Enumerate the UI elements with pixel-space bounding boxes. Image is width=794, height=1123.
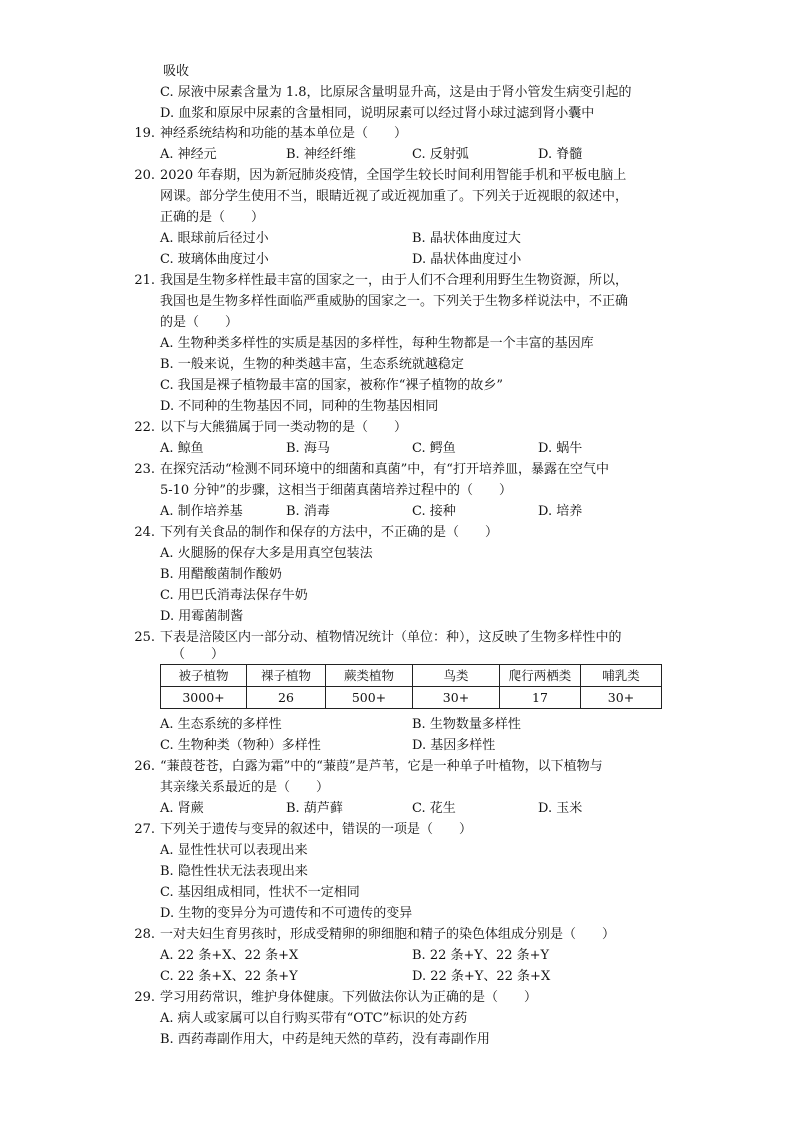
question-stem: 在探究活动“检测不同环境中的细菌和真菌”中，有“打开培养皿，暴露在空气中 [160,462,609,477]
option-c: C. 花生 [412,801,456,816]
question-number: 19. [134,126,155,141]
option-d: D. 用霉菌制酱 [160,609,244,624]
option-b: B. 葫芦藓 [286,801,343,816]
question-stem: 下列有关食品的制作和保存的方法中，不正确的是（ ） [160,525,499,540]
option-c: C. 用巴氏消毒法保存牛奶 [160,588,308,603]
question-number: 21. [134,273,155,288]
table-header-cell: 裸子植物 [247,665,326,687]
question-stem: 下表是涪陵区内一部分动、植物情况统计（单位：种），这反映了生物多样性中的 [160,630,622,645]
question-stem: 的是（ ） [160,315,239,330]
option-a: A. 生态系统的多样性 [160,717,282,732]
question-number: 27. [134,822,155,837]
option-b: B. 消毒 [286,504,330,519]
option-b: B. 晶状体曲度过大 [412,231,521,246]
question-stem: 网课。部分学生使用不当，眼睛近视了或近视加重了。下列关于近视眼的叙述中， [160,189,629,204]
question-stem: 我国是生物多样性最丰富的国家之一，由于人们不合理利用野生生物资源，所以， [160,273,629,288]
option-c: C. 生物种类（物种）多样性 [160,738,321,753]
option-c: C. 鳄鱼 [412,441,456,456]
option-c: C. 反射弧 [412,147,469,162]
question-stem: 其亲缘关系最近的是（ ） [160,780,330,795]
option-a: A. 鲸鱼 [160,441,204,456]
option-b: B. 隐性性状无法表现出来 [160,864,308,879]
option-c: C. 接种 [412,504,456,519]
question-stem: 以下与大熊猫属于同一类动物的是（ ） [160,420,408,435]
option-d: D. 晶状体曲度过小 [412,252,522,267]
question-stem: 神经系统结构和功能的基本单位是（ ） [160,126,408,141]
option-b: B. 22 条+Y、22 条+Y [412,948,550,963]
prev-option-c: C. 尿液中尿素含量为 1.8，比原尿含量明显升高，这是由于肾小管发生病变引起的 [160,85,632,100]
option-d: D. 脊髓 [538,147,583,162]
option-a: A. 病人或家属可以自行购买带有“OTC”标识的处方药 [160,1011,468,1026]
option-d: D. 不同种的生物基因不同，同种的生物基因相同 [160,399,439,414]
table-header-cell: 被子植物 [161,665,247,687]
table-header-cell: 哺乳类 [581,665,662,687]
option-d: D. 蜗牛 [538,441,583,456]
prev-option-d: D. 血浆和原尿中尿素的含量相同，说明尿素可以经过肾小球过滤到肾小囊中 [160,106,595,121]
option-b: B. 西药毒副作用大，中药是纯天然的草药，没有毒副作用 [160,1032,490,1047]
option-a: A. 神经元 [160,147,217,162]
table-cell: 17 [500,687,581,709]
option-a: A. 22 条+X、22 条+X [160,948,299,963]
option-b: B. 神经纤维 [286,147,356,162]
option-d: D. 22 条+Y、22 条+X [412,969,551,984]
option-c: C. 22 条+X、22 条+Y [160,969,298,984]
species-table [160,664,662,709]
option-d: D. 基因多样性 [412,738,496,753]
table-header-cell: 蕨类植物 [326,665,413,687]
question-stem: 正确的是（ ） [160,210,265,225]
option-a: A. 眼球前后径过小 [160,231,269,246]
question-stem: 下列关于遗传与变异的叙述中，错误的一项是（ ） [160,822,473,837]
option-d: D. 玉米 [538,801,583,816]
question-stem: 一对夫妇生育男孩时，形成受精卵的卵细胞和精子的染色体组成分别是（ ） [160,927,616,942]
table-header-cell: 鸟类 [413,665,500,687]
option-b: B. 海马 [286,441,330,456]
option-b: B. 一般来说，生物的种类越丰富，生态系统就越稳定 [160,357,464,372]
table-header-cell: 爬行两栖类 [500,665,581,687]
question-number: 26. [134,759,155,774]
table-cell: 26 [247,687,326,709]
option-a: A. 制作培养基 [160,504,243,519]
question-stem: （ ） [172,647,225,662]
option-d: D. 培养 [538,504,583,519]
option-b: B. 用醋酸菌制作酸奶 [160,567,282,582]
question-number: 28. [134,927,155,942]
option-d: D. 生物的变异分为可遗传和不可遗传的变异 [160,906,413,921]
question-stem: 5-10 分钟”的步骤，这相当于细菌真菌培养过程中的（ ） [160,483,512,498]
table-header-row [161,665,662,687]
question-stem: 2020 年春期，因为新冠肺炎疫情，全国学生较长时间利用智能手机和平板电脑上 [160,168,627,183]
question-stem: 我国也是生物多样性面临严重威胁的国家之一。下列关于生物多样说法中，不正确 [160,294,629,309]
question-number: 24. [134,525,155,540]
table-cell: 30+ [413,687,500,709]
option-a: A. 显性性状可以表现出来 [160,843,308,858]
question-number: 20. [134,168,155,183]
option-a: A. 火腿肠的保存大多是用真空包装法 [160,546,373,561]
question-number: 22. [134,420,155,435]
prev-question-continuation: 吸收 [163,64,190,79]
question-number: 23. [134,462,155,477]
option-a: A. 肾蕨 [160,801,204,816]
table-cell: 500+ [326,687,413,709]
option-c: C. 我国是裸子植物最丰富的国家，被称作“裸子植物的故乡” [160,378,504,393]
question-number: 29. [134,990,155,1005]
option-c: C. 基因组成相同，性状不一定相同 [160,885,360,900]
question-stem: “蒹葭苍苍，白露为霜”中的“蒹葭”是芦苇，它是一种单子叶植物，以下植物与 [160,759,603,774]
option-c: C. 玻璃体曲度过小 [160,252,269,267]
option-b: B. 生物数量多样性 [412,717,521,732]
table-cell: 3000+ [161,687,247,709]
table-row [161,687,662,709]
question-stem: 学习用药常识，维护身体健康。下列做法你认为正确的是（ ） [160,990,538,1005]
option-a: A. 生物种类多样性的实质是基因的多样性，每种生物都是一个丰富的基因库 [160,336,594,351]
question-number: 25. [134,630,155,645]
table-cell: 30+ [581,687,662,709]
